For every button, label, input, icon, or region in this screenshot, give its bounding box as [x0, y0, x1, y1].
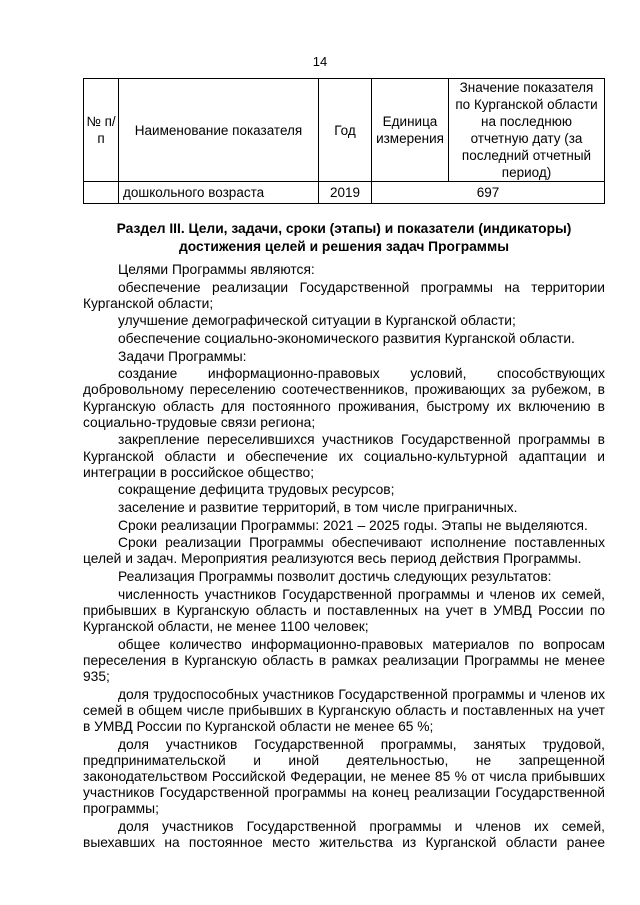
paragraph: общее количество информационно-правовых материалов по вопросам переселения в Курганскую область в рамках реализации Программы не менее 935;	[83, 636, 605, 684]
cell-value: 697	[372, 182, 605, 204]
paragraph: Сроки реализации Программы: 2021 – 2025 годы. Этапы не выделяются.	[118, 517, 588, 533]
paragraph: обеспечение реализации Государственной программы на территории Курганской области;	[83, 279, 605, 311]
page-number: 14	[312, 54, 328, 69]
paragraph: обеспечение социально-экономического развития Курганской области.	[118, 330, 575, 346]
header-value: Значение показателя по Курганской области на последнюю отчетную дату (за последний отчетный период)	[449, 79, 605, 182]
paragraph: создание информационно-правовых условий, способствующих добровольному переселению соотечественников, проживающих за рубежом, в Курганскую область для постоянного проживания, быстрому их включению в социально-трудовые связи региона;	[83, 366, 605, 430]
indicator-table	[83, 78, 605, 204]
paragraph: улучшение демографической ситуации в Курганской области;	[118, 313, 516, 329]
paragraph: численность участников Государственной программы и членов их семей, прибывших в Курганскую область и поставленных на учет в УМВД России по Курганской области, не менее 1100 человек;	[83, 586, 605, 634]
paragraph: доля трудоспособных участников Государственной программы и членов их семей в общем числе прибывших в Курганскую область и поставленных на учет в УМВД России по Курганской области не менее 65 %;	[83, 686, 605, 734]
paragraph: закрепление переселившихся участников Государственной программы в Курганской области и обеспечение их социально-культурной адаптации и интеграции в российское общество;	[83, 432, 605, 480]
body-text	[83, 262, 605, 869]
paragraph: доля участников Государственной программы и членов их семей, выехавших на постоянное место жительства из Курганской области ранее	[83, 818, 605, 851]
section-heading: Раздел III. Цели, задачи, сроки (этапы) и показатели (индикаторы) достижения целей и решения задач Программы	[116, 221, 572, 254]
paragraph: сокращение дефицита трудовых ресурсов;	[118, 482, 395, 498]
cell-year: 2019	[319, 182, 372, 204]
table-header-row	[84, 79, 605, 182]
paragraph: Реализация Программы позволит достичь следующих результатов:	[118, 568, 552, 584]
cell-num	[84, 182, 119, 204]
cell-name: дошкольного возраста	[119, 182, 319, 204]
header-name: Наименование показателя	[119, 79, 319, 182]
paragraph: Целями Программы являются:	[118, 262, 315, 277]
paragraph: Сроки реализации Программы обеспечивают исполнение поставленных целей и задач. Мероприятия реализуются весь период действия Программы.	[83, 535, 605, 567]
paragraph: доля участников Государственной программы, занятых трудовой, предпринимательской и иной деятельностью, не запрещенной законодательством Российской Федерации, не менее 85 % от числа прибывших участников Государственной программы на конец реализации Государственной программы;	[83, 736, 605, 817]
table-row	[84, 182, 605, 204]
header-num: № п/п	[84, 79, 119, 182]
paragraph: заселение и развитие территорий, в том числе приграничных.	[118, 499, 518, 515]
header-unit: Единица измерения	[372, 79, 449, 182]
header-year: Год	[319, 79, 372, 182]
paragraph: Задачи Программы:	[118, 348, 247, 364]
